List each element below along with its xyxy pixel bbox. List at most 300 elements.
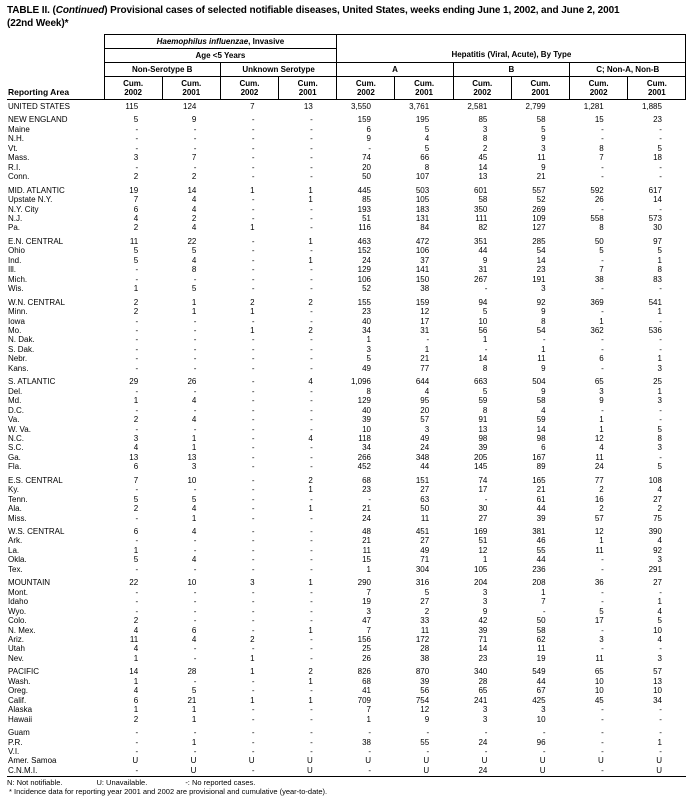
value-cell: 44 [536,555,546,565]
value-cell: - [251,115,255,125]
table-row [7,100,686,112]
value-cell: 504 [532,377,546,387]
value-cell: 10 [653,625,662,635]
value-cell: 12 [478,545,488,555]
value-cell: 67 [536,686,546,696]
value-cell: - [135,386,139,396]
reporting-area-cell: Idaho [8,597,29,607]
value-cell: 26 [362,653,371,663]
value-cell: 105 [415,195,430,205]
value-cell: U [539,756,546,766]
value-cell: 2 [308,667,313,677]
value-cell: 12 [594,527,604,537]
value-cell: 8 [599,143,604,153]
table-row [7,597,686,606]
value-cell: 56 [420,686,430,696]
value-cell: 4 [657,606,662,616]
col-header-hepc-cum-2001 [628,77,686,100]
value-cell: - [601,597,604,607]
value-cell: 75 [653,513,662,523]
value-cell: 4 [599,443,604,453]
value-cell: 167 [532,452,546,462]
value-cell: 27 [478,513,488,523]
table-row [7,635,686,644]
value-cell: 108 [648,475,662,485]
value-cell: 3 [541,705,546,715]
value-cell: 1 [308,236,313,246]
value-cell: - [310,386,313,396]
value-cell: - [659,705,662,715]
value-cell: 3 [366,344,371,354]
value-cell: 9 [482,606,488,616]
value-cell: 34 [362,325,371,335]
value-cell: 1 [657,307,662,317]
value-cell: - [310,115,313,125]
value-cell: 7 [366,705,371,715]
col-header-hepa-cum-2001 [395,77,453,100]
value-cell: 191 [532,274,546,284]
value-cell: - [484,728,488,738]
value-cell: 11 [129,236,139,246]
value-cell: 4 [657,485,662,495]
value-cell: 340 [474,667,488,677]
table-row [7,686,686,695]
value-cell: 74 [478,475,488,485]
value-cell: 41 [362,686,371,696]
value-cell: - [193,386,197,396]
value-cell: 25 [362,644,371,654]
table-row [7,125,686,134]
cum-label: Cum. [355,79,376,88]
value-cell: - [135,335,139,345]
value-cell: - [251,475,255,485]
reporting-area-cell: Alaska [8,705,33,715]
value-cell: - [251,555,255,565]
table-row [7,134,686,143]
value-cell: - [193,354,197,364]
reporting-area-cell: Ga. [8,452,21,462]
value-cell: 1 [191,714,197,724]
value-cell: - [251,265,255,275]
year-label: 2002 [589,88,608,97]
table-row [7,434,686,443]
value-cell: 89 [536,462,546,472]
value-cell: 27 [653,578,662,588]
value-cell: 74 [362,153,371,163]
value-cell: 62 [536,635,546,645]
table-row [7,626,686,635]
value-cell: - [601,172,604,182]
value-cell: 44 [536,504,546,514]
value-cell: - [251,452,255,462]
value-cell: 663 [474,377,488,387]
reporting-area-cell: Guam [8,728,30,738]
table-row [7,565,686,574]
table-row [7,425,686,434]
value-cell: 21 [420,354,430,364]
reporting-area-cell: Ill. [8,265,16,275]
value-cell: 1 [541,587,546,597]
value-cell: - [601,587,604,597]
value-cell: 84 [420,223,430,233]
value-cell: 68 [362,475,371,485]
value-cell: 55 [420,737,430,747]
value-cell: - [601,255,604,265]
value-cell: 6 [541,443,546,453]
value-cell: - [310,396,313,406]
value-cell: 1 [657,597,662,607]
table-row [7,654,686,663]
value-cell: 77 [420,363,430,373]
col-header-unk-cum-2001 [279,77,337,100]
value-cell: - [193,274,197,284]
reporting-area-cell: N.J. [8,213,23,223]
value-cell: 111 [475,213,488,223]
value-cell: 5 [599,606,604,616]
value-cell: 4 [308,433,313,443]
table-row [7,284,686,293]
value-cell: 6 [133,204,139,214]
value-cell: 28 [420,644,430,654]
reporting-area-cell: Okla. [8,555,27,565]
value-cell: 55 [536,545,546,555]
reporting-area-cell: NEW ENGLAND [8,115,68,125]
value-cell: 267 [474,274,488,284]
value-cell: - [135,587,139,597]
title-continued: Continued [55,5,105,16]
table-row [7,373,686,386]
value-cell: - [135,405,139,415]
value-cell: 129 [357,396,371,406]
value-cell: - [135,728,139,738]
value-cell: 23 [536,265,546,275]
value-cell: 1 [133,396,139,406]
footnote-legend [7,778,686,787]
year-label: 2001 [531,88,550,97]
value-cell: 15 [362,555,371,565]
value-cell: 52 [362,284,371,294]
value-cell: 5 [366,354,371,364]
value-cell: - [193,143,197,153]
value-cell: - [601,747,604,756]
reporting-area-cell: Oreg. [8,686,29,696]
value-cell: 24 [478,737,488,747]
value-cell: 9 [424,714,430,724]
value-cell: - [601,737,604,747]
value-cell: 11 [595,653,604,663]
value-cell: - [135,737,139,747]
value-cell: - [251,405,255,415]
value-cell: 14 [478,354,488,364]
value-cell: 425 [532,695,546,705]
value-cell: 19 [362,597,371,607]
reporting-area-cell: Maine [8,124,30,134]
value-cell: - [193,335,197,345]
page-title [7,5,686,30]
table-row [7,663,686,676]
value-cell: 1 [133,676,139,686]
value-cell: U [248,756,255,766]
value-cell: 11 [537,354,546,364]
value-cell: 7 [191,153,197,163]
value-cell: 58 [536,115,546,125]
subgroup-hepatitis-a: A [337,63,453,77]
value-cell: - [601,162,604,172]
value-cell: 50 [420,504,430,514]
value-cell: 23 [362,485,371,495]
value-cell: - [601,555,604,565]
value-cell: 58 [536,625,546,635]
value-cell: 285 [532,236,546,246]
table-row [7,364,686,373]
value-cell: 870 [415,667,430,677]
value-cell: 11 [537,644,546,654]
value-cell: - [251,377,255,387]
value-cell: 10 [536,714,546,724]
reporting-area-cell: Iowa [8,316,25,326]
value-cell: 27 [653,494,662,504]
value-cell: 5 [482,386,488,396]
value-cell: - [426,728,430,738]
value-cell: 7 [366,587,371,597]
value-cell: - [251,162,255,172]
value-cell: - [251,587,255,597]
value-cell: 1 [308,578,313,588]
value-cell: 3 [657,363,662,373]
value-cell: 5 [541,124,546,134]
value-cell: 21 [362,536,371,546]
value-cell: - [251,494,255,504]
value-cell: - [251,597,255,607]
reporting-area-cell: Va. [8,415,20,425]
value-cell: - [251,462,255,472]
value-cell: - [251,195,255,205]
year-label: 2002 [356,88,375,97]
value-cell: U [132,756,139,766]
footnote-incidence: * Incidence data for reporting year 2001 and 2002 are provisional and cumulative (year-to-date). [9,787,328,797]
value-cell: 1 [250,307,255,317]
table-row [7,696,686,705]
value-cell: 3 [482,587,488,597]
value-cell: 2 [133,172,139,182]
table-row [7,705,686,714]
value-cell: 25 [653,377,662,387]
value-cell: 4 [133,213,139,223]
value-cell: 15 [594,115,604,125]
reporting-area-cell: Del. [8,386,23,396]
value-cell: 1 [308,625,313,635]
table-row [7,182,686,195]
value-cell: 445 [357,185,371,195]
reporting-area-cell: Tenn. [8,494,28,504]
value-cell: - [659,162,662,172]
footnote-not-notifiable: N: Not notifiable. [7,778,63,788]
value-cell: - [310,363,313,373]
value-cell: 19 [129,185,139,195]
value-cell: 37 [420,255,430,265]
reporting-area-cell: Mich. [8,274,28,284]
value-cell: - [368,143,371,153]
value-cell: 31 [478,265,488,275]
value-cell: 4 [191,555,197,565]
value-cell: 1 [250,325,255,335]
value-cell: 28 [478,676,488,686]
reporting-area-cell: Wis. [8,284,24,294]
value-cell: 7 [541,597,546,607]
value-cell: 50 [536,616,546,626]
value-cell: - [310,606,313,616]
value-cell: 50 [594,236,604,246]
value-cell: 1 [308,676,313,686]
value-cell: - [251,625,255,635]
value-cell: 3 [482,597,488,607]
value-cell: 291 [648,564,662,574]
value-cell: 150 [415,274,430,284]
value-cell: - [601,728,604,738]
value-cell: 4 [657,536,662,546]
value-cell: - [659,587,662,597]
value-cell: 290 [357,578,371,588]
value-cell: 105 [474,564,488,574]
value-cell: 68 [362,676,371,686]
header-row-disease-group [7,35,686,49]
value-cell: - [135,325,139,335]
value-cell: 172 [415,635,430,645]
value-cell: - [368,765,371,775]
haemophilus-name: Haemophilus influenzae [156,37,249,46]
value-cell: - [310,415,313,425]
value-cell: 40 [362,405,371,415]
value-cell: 45 [478,153,488,163]
value-cell: U [307,765,313,775]
value-cell: - [135,424,139,434]
value-cell: 27 [420,485,430,495]
table-row [7,345,686,354]
value-cell: - [601,344,604,354]
reporting-area-cell: Minn. [8,307,28,317]
value-cell: - [251,737,255,747]
value-cell: 14 [478,644,488,654]
value-cell: - [310,513,313,523]
value-cell: - [193,405,197,415]
value-cell: 5 [482,307,488,317]
value-cell: U [190,756,197,766]
table-row [7,354,686,363]
value-cell: 13 [478,424,488,434]
table-row [7,406,686,415]
table-row [7,588,686,597]
value-cell: 3 [133,153,139,163]
value-cell: - [135,143,139,153]
value-cell: 40 [362,316,371,326]
value-cell: 541 [648,297,662,307]
value-cell: 1 [366,564,371,574]
value-cell: 8 [366,386,371,396]
value-cell: 22 [129,578,139,588]
value-cell: 24 [420,443,430,453]
value-cell: 1 [657,255,662,265]
value-cell: 106 [357,274,371,284]
value-cell: 16 [594,494,604,504]
value-cell: 8 [482,363,488,373]
reporting-area-cell: N.Y. City [8,204,39,214]
value-cell: - [601,307,604,317]
value-cell: - [251,728,255,738]
value-cell: 14 [536,255,546,265]
value-cell: - [135,162,139,172]
value-cell: 7 [599,153,604,163]
value-cell: 236 [532,564,546,574]
value-cell: - [135,597,139,607]
table-row [7,462,686,471]
subgroup-hepatitis-c: C; Non-A, Non-B [570,63,686,77]
table-row [7,326,686,335]
value-cell: - [193,162,197,172]
value-cell: - [193,644,197,654]
value-cell: U [423,756,430,766]
value-cell: 5 [657,246,662,256]
table-row [7,172,686,181]
value-cell: 8 [657,433,662,443]
value-cell: 3 [541,143,546,153]
value-cell: 38 [420,284,430,294]
table-row [7,443,686,452]
value-cell: - [251,284,255,294]
value-cell: 9 [541,386,546,396]
value-cell: 47 [362,616,371,626]
table-row [7,265,686,274]
value-cell: 2 [133,307,139,317]
col-header-hepb-cum-2002 [453,77,511,100]
value-cell: - [135,265,139,275]
value-cell: - [310,124,313,134]
value-cell: 9 [191,115,197,125]
table-row [7,111,686,124]
value-cell: 369 [590,297,604,307]
reporting-area-cell: S. ATLANTIC [8,377,56,387]
value-cell: - [251,686,255,696]
value-cell: 195 [415,115,430,125]
value-cell: 1 [133,653,139,663]
value-cell: 3 [541,284,546,294]
value-cell: 2 [308,325,313,335]
value-cell: 11 [595,452,604,462]
cum-label: Cum. [181,79,202,88]
value-cell: - [251,714,255,724]
value-cell: 65 [478,686,488,696]
haemophilus-group-header [104,35,337,49]
value-cell: 57 [594,513,604,523]
value-cell: 8 [424,162,430,172]
value-cell: - [193,597,197,607]
value-cell: - [659,124,662,134]
value-cell: 4 [308,377,313,387]
value-cell: 49 [420,433,430,443]
value-cell: 13 [129,452,139,462]
cum-label: Cum. [239,79,260,88]
value-cell: 1,281 [583,102,604,111]
value-cell: 1 [191,705,197,715]
value-cell: 3 [424,424,430,434]
value-cell: 21 [187,695,197,705]
value-cell: 6 [133,695,139,705]
value-cell: 19 [536,653,546,663]
value-cell: 92 [536,297,546,307]
cum-label: Cum. [297,79,318,88]
reporting-area-cell: E.N. CENTRAL [8,236,64,246]
value-cell: 1 [424,344,430,354]
reporting-area-cell: Md. [8,396,22,406]
